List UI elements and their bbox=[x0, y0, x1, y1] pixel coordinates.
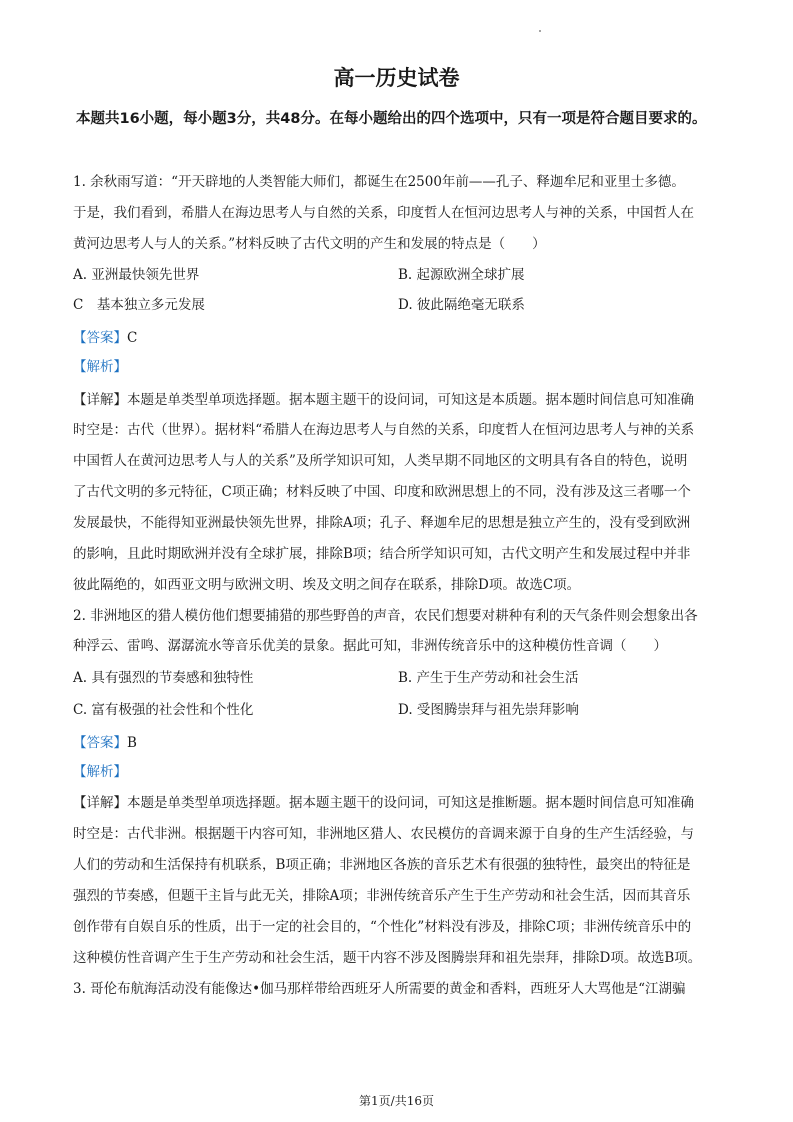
q2-detail-line-2: 时空是：古代非洲。根据题干内容可知，非洲地区猎人、农民模仿的音调来源于自身的生产生活经验，与 bbox=[73, 826, 694, 842]
q2-stem-line-1: 2. 非洲地区的猎人模仿他们想要捕猎的那些野兽的声音，农民们想要对耕种有利的天气条件则会想象出各 bbox=[73, 608, 698, 624]
q3-stem-line-1: 3. 哥伦布航海活动没有能像达•伽马那样带给西班牙人所需要的黄金和香料，西班牙人大骂他是“江湖骗 bbox=[73, 981, 686, 997]
q1-detail-line-1: 【详解】本题是单类型单项选择题。据本题主题干的设问词，可知这是本质题。据本题时间信息可知准确 bbox=[73, 392, 694, 408]
page-title: 高一历史试卷 bbox=[333, 66, 460, 90]
q1-detail-line-2: 时空是：古代（世界）。据材料“希腊人在海边思考人与自然的关系，印度哲人在恒河边思考人与神的关系 bbox=[73, 422, 695, 438]
q2-option-d: D. 受图腾崇拜与祖先崇拜影响 bbox=[398, 702, 579, 718]
q1-option-d: D. 彼此隔绝毫无联系 bbox=[398, 297, 525, 313]
q1-answer bbox=[73, 329, 137, 347]
q1-answer-tag: 【答案】 bbox=[73, 330, 127, 346]
q2-detail-line-5: 创作带有自娱自乐的性质，出于一定的社会目的，“个性化”材料没有涉及，排除C项；非洲传统音乐中的 bbox=[73, 919, 692, 935]
q1-detail-line-6: 的影响，且此时期欧洲并没有全球扩展，排除B项；结合所学知识可知，古代文明产生和发展过程中并非 bbox=[73, 546, 691, 562]
q1-stem-line-3: 黄河边思考人与人的关系。”材料反映了古代文明的产生和发展的特点是（ ） bbox=[73, 236, 546, 252]
section-instructions: 本题共16小题，每小题3分，共48分。在每小题给出的四个选项中，只有一项是符合题目要求的。 bbox=[76, 111, 707, 127]
q2-answer bbox=[73, 734, 137, 752]
q1-detail-line-7: 彼此隔绝的，如西亚文明与欧洲文明、埃及文明之间存在联系，排除D项。故选C项。 bbox=[73, 577, 581, 593]
q2-stem-line-2: 种浮云、雷鸣、潺潺流水等音乐优美的景象。据此可知，非洲传统音乐中的这种模仿性音调（ ） bbox=[73, 638, 667, 654]
q2-detail-line-6: 这种模仿性音调产生于生产劳动和社会生活，题干内容不涉及图腾崇拜和祖先崇拜，排除D项。故选B项。 bbox=[73, 950, 702, 966]
page-footer: 第1页/共16页 bbox=[359, 1094, 434, 1108]
q2-detail-line-3: 人们的劳动和生活保持有机联系，B项正确；非洲地区各族的音乐艺术有很强的独特性，最突出的特征是 bbox=[73, 857, 691, 873]
scan-dot bbox=[539, 30, 541, 32]
q1-analysis-tag: 【解析】 bbox=[73, 359, 127, 375]
q1-answer-value: C bbox=[127, 330, 138, 346]
q2-option-a: A. 具有强烈的节奏感和独特性 bbox=[73, 670, 254, 686]
q1-detail-line-5: 发展最快，不能得知亚洲最快领先世界，排除A项；孔子、释迦牟尼的思想是独立产生的，没有受到欧洲 bbox=[73, 515, 691, 531]
q1-stem-line-1: 1. 余秋雨写道：“开天辟地的人类智能大师们，都诞生在2500年前——孔子、释迦牟尼和亚里士多德。 bbox=[73, 174, 685, 190]
q1-stem-line-2: 于是，我们看到，希腊人在海边思考人与自然的关系，印度哲人在恒河边思考人与神的关系，中国哲人在 bbox=[73, 205, 694, 221]
q1-detail-line-3: 中国哲人在黄河边思考人与人的关系”及所学知识可知，人类早期不同地区的文明具有各自的特色，说明 bbox=[73, 453, 688, 469]
q2-detail-line-4: 强烈的节奏感，但题干主旨与此无关，排除A项；非洲传统音乐产生于生产劳动和社会生活，因而其音乐 bbox=[73, 888, 691, 904]
q2-answer-value: B bbox=[127, 735, 137, 751]
q2-analysis-tag: 【解析】 bbox=[73, 764, 127, 780]
q2-option-b: B. 产生于生产劳动和社会生活 bbox=[398, 670, 579, 686]
q2-detail-line-1: 【详解】本题是单类型单项选择题。据本题主题干的设问词，可知这是推断题。据本题时间信息可知准确 bbox=[73, 795, 694, 811]
q2-option-c: C. 富有极强的社会性和个性化 bbox=[73, 702, 254, 718]
q2-answer-tag: 【答案】 bbox=[73, 735, 127, 751]
q1-option-b: B. 起源欧洲全球扩展 bbox=[398, 267, 525, 283]
q1-detail-line-4: 了古代文明的多元特征，C项正确；材料反映了中国、印度和欧洲思想上的不同，没有涉及这三者哪一个 bbox=[73, 484, 691, 500]
q1-option-a: A. 亚洲最快领先世界 bbox=[73, 267, 200, 283]
q1-option-c: C 基本独立多元发展 bbox=[73, 297, 205, 313]
